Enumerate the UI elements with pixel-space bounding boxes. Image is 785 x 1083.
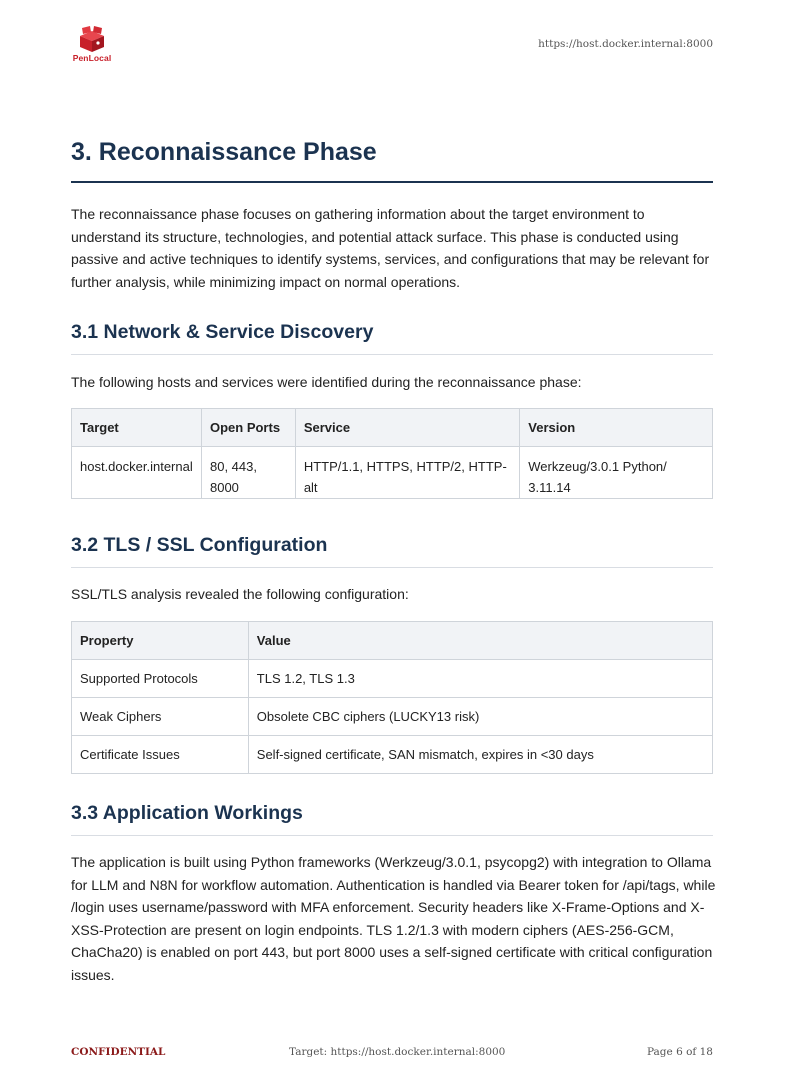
footer-page-number: Page 6 of 18 [646,1046,713,1058]
tls-config-heading: 3.2 TLS / SSL Configuration [71,534,328,556]
column-header-version: Version [520,409,713,447]
column-header-property: Property [72,622,249,660]
network-discovery-heading: 3.1 Network & Service Discovery [71,321,374,343]
column-header-open-ports: Open Ports [201,409,295,447]
footer-confidential: CONFIDENTIAL [71,1046,166,1058]
table-row [72,660,713,698]
table-row [72,447,713,499]
network-heading-divider [71,354,713,355]
tls-config-table [71,621,713,774]
app-heading-divider [71,835,713,836]
network-intro-text: The following hosts and services were identified during the reconnaissance phase: [71,374,582,390]
cell-property: Supported Protocols [72,660,249,698]
column-header-value: Value [248,622,712,660]
cell-value: TLS 1.2, TLS 1.3 [248,660,712,698]
table-header-row [72,622,713,660]
logo-text: PenLocal [72,53,112,63]
header-url: https://host.docker.internal:8000 [538,38,713,50]
tls-intro-text: SSL/TLS analysis revealed the following configuration: [71,586,409,602]
logo-cube-icon [77,26,107,52]
tls-heading-divider [71,567,713,568]
page-title: 3. Reconnaissance Phase [71,138,377,166]
intro-paragraph: The reconnaissance phase focuses on gathering information about the target environment to understand its structure, technologies, and potential attack surface. This phase is conducted using passive and active techniques to identify systems, services, and configurations that may be relevant for further analysis, while minimizing impact on normal operations. [71,206,710,290]
column-header-target: Target [72,409,202,447]
logo [71,26,113,63]
table-row [72,736,713,774]
table-header-row [72,409,713,447]
app-workings-paragraph: The application is built using Python frameworks (Werkzeug/3.0.1, psycopg2) with integration to Ollama for LLM and N8N for workflow automation. Authentication is handled via Bearer token for /api/tags, while /login uses username/password with MFA enforcement. Security headers like X-Frame-Options and X-XSS-Protection are present on login endpoints. TLS 1.2/1.3 with modern ciphers (AES-256-GCM, ChaCha20) is enabled on port 443, but port 8000 uses a self-signed certificate with critical configuration issues. [71,854,716,983]
footer-target: Target: https://host.docker.internal:8000 [289,1046,506,1058]
column-header-service: Service [295,409,519,447]
cell-property: Weak Ciphers [72,698,249,736]
cell-open-ports: 80, 443, 8000 [201,447,295,499]
table-row [72,698,713,736]
cell-property: Certificate Issues [72,736,249,774]
hosts-services-table [71,408,713,499]
app-workings-heading: 3.3 Application Workings [71,802,303,824]
cell-value: Self-signed certificate, SAN mismatch, expires in <30 days [248,736,712,774]
cell-service: HTTP/1.1, HTTPS, HTTP/2, HTTP-alt [295,447,519,499]
cell-version: Werkzeug/3.0.1 Python/ 3.11.14 [520,447,713,499]
cell-value: Obsolete CBC ciphers (LUCKY13 risk) [248,698,712,736]
cell-target: host.docker.internal [72,447,202,499]
title-divider [71,181,713,183]
